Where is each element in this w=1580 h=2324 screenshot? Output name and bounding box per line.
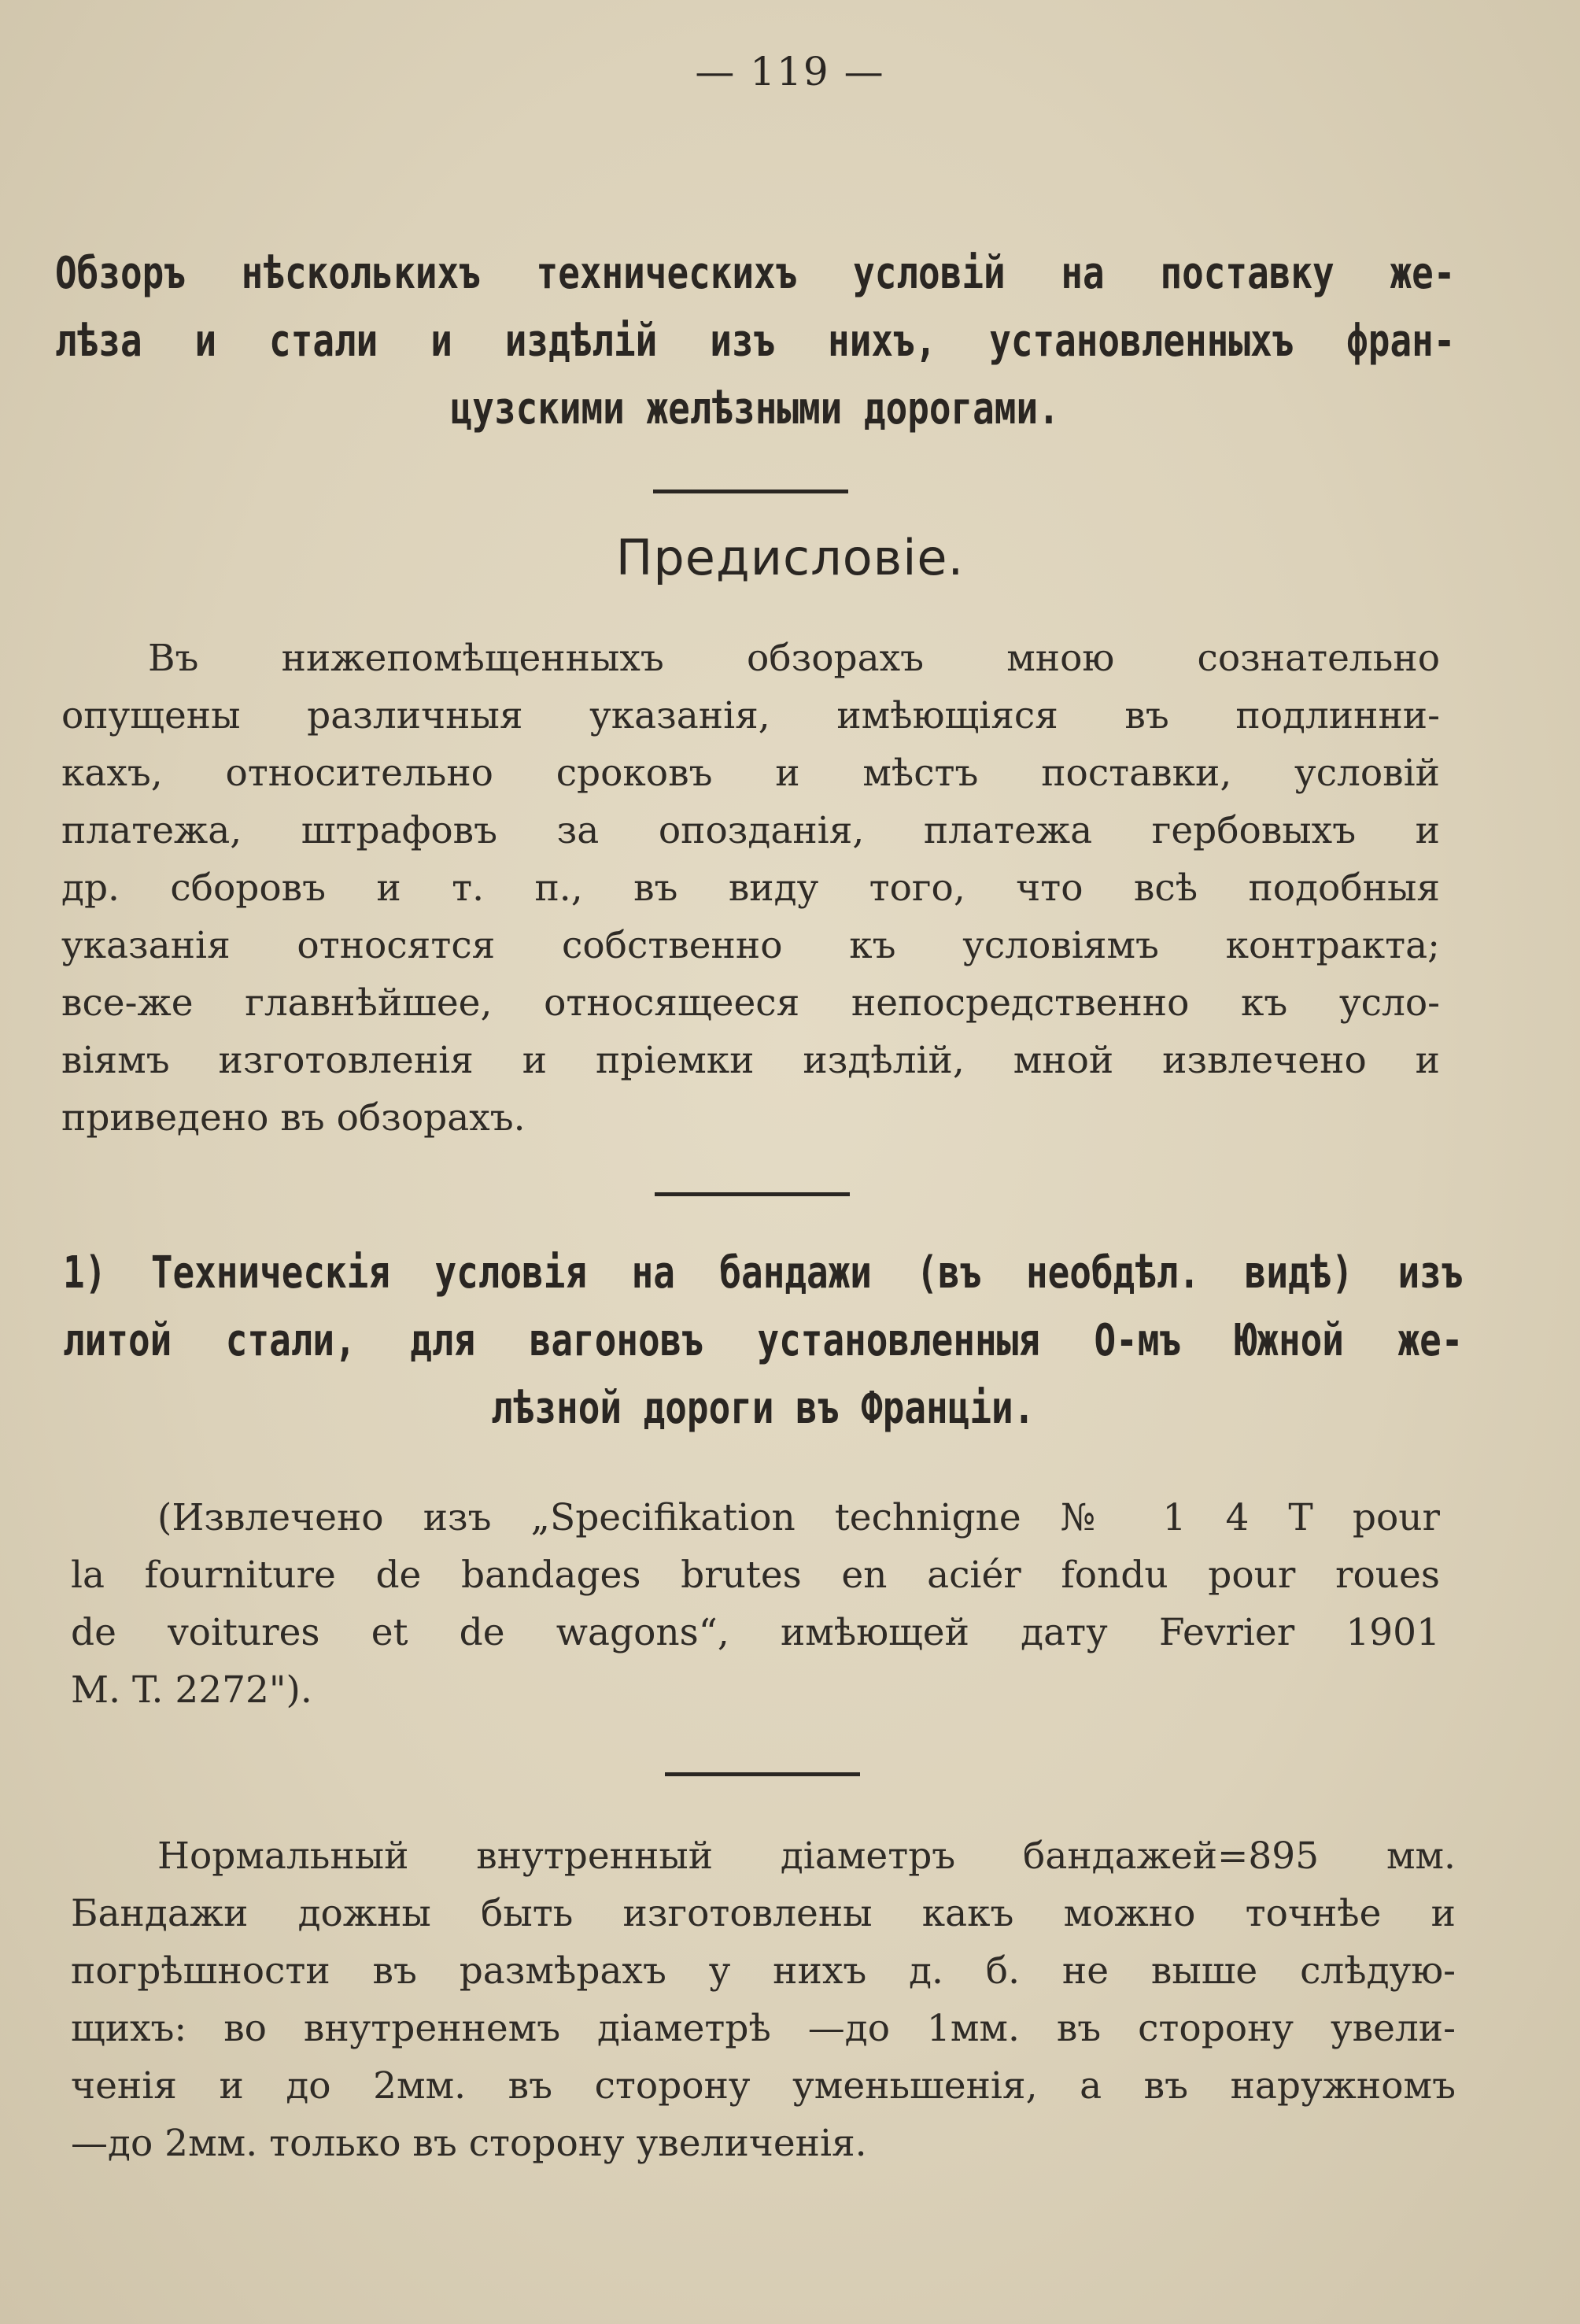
page-number: — 119 — — [695, 49, 885, 94]
source-line: de voitures et de wagons“, имѣющей дату Fevrier 1901 — [71, 1611, 1440, 1654]
preface-line: приведено въ обзорахъ. — [61, 1096, 526, 1140]
section-1-body — [71, 1827, 1456, 2172]
preface-line: платежа, штрафовъ за опозданія, платежа гербовыхъ и — [61, 809, 1440, 852]
preface-line: опущены различныя указанія, имѣющіяся въ подлинни- — [61, 694, 1440, 737]
section-1-title — [63, 1240, 1463, 1443]
divider-rule — [665, 1772, 860, 1776]
body-line: щихъ: во внутреннемъ діаметрѣ —до 1мм. въ сторону увели- — [71, 2007, 1456, 2050]
source-line: M. T. 2272"). — [71, 1668, 312, 1712]
main-title-line: лѣза и стали и издѣлій изъ нихъ, установленныхъ фран- — [55, 316, 1456, 367]
main-title — [55, 240, 1455, 443]
preface-text — [61, 630, 1440, 1147]
body-line: погрѣшности въ размѣрахъ у нихъ д. б. не выше слѣдую- — [71, 1949, 1456, 1993]
preface-line: указанія относятся собственно къ условіямъ контракта; — [61, 924, 1440, 967]
preface-title: Предисловіе. — [615, 529, 965, 586]
preface-line: Въ нижепомѣщенныхъ обзорахъ мною сознательно — [148, 637, 1440, 680]
main-title-line: цузскими желѣзными дорогами. — [450, 383, 1060, 434]
preface-line: віямъ изготовленія и пріемки издѣлій, мной извлечено и — [61, 1039, 1440, 1082]
preface-line: все-же главнѣйшее, относящееся непосредственно къ усло- — [61, 981, 1440, 1025]
preface-line: кахъ, относительно сроковъ и мѣстъ поставки, условій — [61, 752, 1440, 795]
source-line: (Извлечено изъ „Specifikation technigne № 1 4 T pour — [157, 1496, 1440, 1539]
section-1-title-line: литой стали, для вагоновъ установленныя О-мъ Южной же- — [63, 1315, 1464, 1366]
main-title-line: Обзоръ нѣсколькихъ техническихъ условій на поставку же- — [55, 248, 1456, 299]
section-1-source — [71, 1489, 1440, 1719]
source-line: la fourniture de bandages brutes en aciér fondu pour roues — [71, 1554, 1440, 1597]
section-1-title-line: 1) Техническія условія на бандажи (въ необдѣл. видѣ) изъ — [63, 1247, 1464, 1299]
body-line: ченія и до 2мм. въ сторону уменьшенія, а въ наружномъ — [71, 2064, 1456, 2108]
section-1-title-line: лѣзной дороги въ Франціи. — [491, 1383, 1035, 1434]
body-line: Бандажи дожны быть изготовлены какъ можно точнѣе и — [71, 1892, 1456, 1935]
divider-rule — [655, 1192, 850, 1196]
preface-line: др. сборовъ и т. п., въ виду того, что всѣ подобныя — [61, 866, 1440, 910]
body-line: —до 2мм. только въ сторону увеличенія. — [71, 2122, 867, 2165]
divider-rule — [653, 490, 848, 493]
body-line: Нормальный внутренный діаметръ бандажей=895 мм. — [157, 1834, 1456, 1878]
